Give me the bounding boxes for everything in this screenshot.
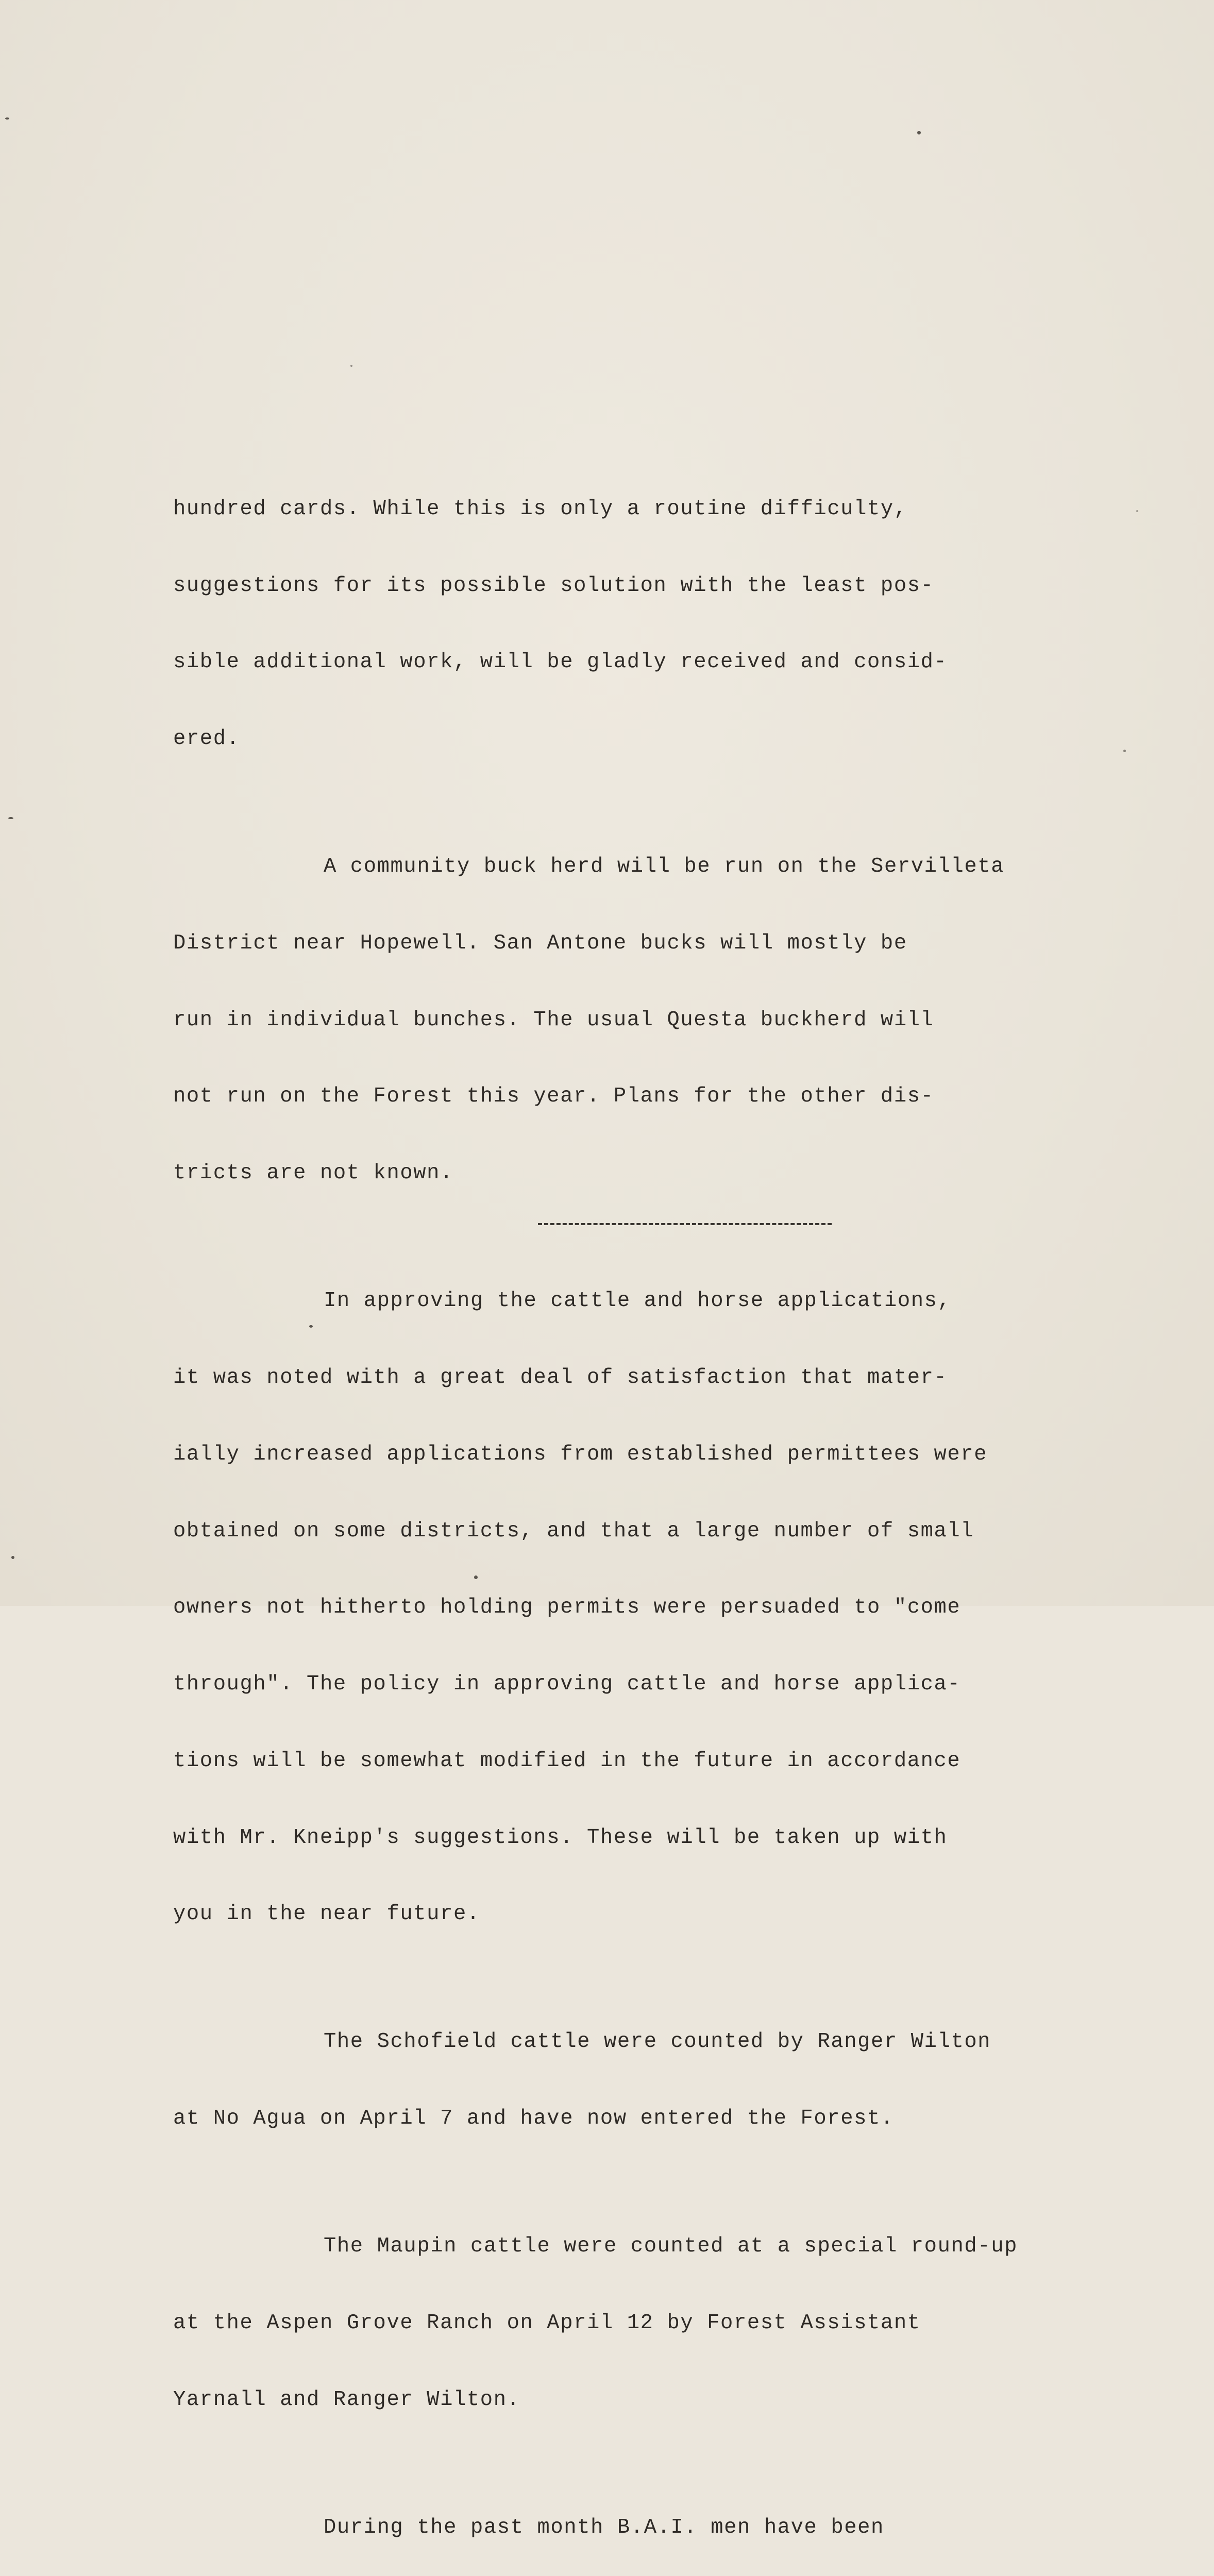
text-line-indented: The Schofield cattle were counted by Ranger Wilton bbox=[324, 2030, 991, 2054]
paper-speck bbox=[11, 1556, 14, 1559]
text-line: not run on the Forest this year. Plans for the other dis- bbox=[173, 1084, 934, 1109]
text-line: Yarnall and Ranger Wilton. bbox=[173, 2387, 520, 2412]
paper-speck bbox=[5, 117, 9, 120]
text-line: owners not hitherto holding permits were persuaded to "come bbox=[173, 1596, 961, 1620]
text-line: it was noted with a great deal of satisfaction that mater- bbox=[173, 1365, 948, 1389]
text-line: you in the near future. bbox=[173, 1902, 480, 1926]
text-line: with Mr. Kneipp's suggestions. These will be taken up with bbox=[173, 1825, 948, 1850]
text-line-indented: A community buck herd will be run on the Servilleta bbox=[324, 855, 1005, 879]
paper-speck bbox=[350, 365, 352, 367]
text-line: obtained on some districts, and that a large number of small bbox=[173, 1519, 974, 1543]
text-line: sible additional work, will be gladly received and consid- bbox=[173, 650, 948, 674]
text-line: suggestions for its possible solution with the least pos- bbox=[173, 573, 934, 598]
text-line: ered. bbox=[173, 727, 240, 751]
text-line: tions will be somewhat modified in the future in accordance bbox=[173, 1749, 961, 1773]
text-line-indented: In approving the cattle and horse applications, bbox=[324, 1289, 951, 1313]
text-line: District near Hopewell. San Antone bucks will mostly be bbox=[173, 931, 907, 955]
text-line-indented: The Maupin cattle were counted at a special round-up bbox=[324, 2234, 1018, 2259]
text-line-indented: During the past month B.A.I. men have been bbox=[324, 2515, 884, 2539]
paper-speck bbox=[917, 131, 921, 134]
paper-speck bbox=[8, 817, 13, 819]
typed-body-text bbox=[173, 420, 1152, 2576]
text-line: hundred cards. While this is only a routine difficulty, bbox=[173, 497, 907, 521]
text-line: at the Aspen Grove Ranch on April 12 by Forest Assistant bbox=[173, 2311, 921, 2335]
text-line: tricts are not known. bbox=[173, 1161, 453, 1185]
text-line: at No Agua on April 7 and have now entered the Forest. bbox=[173, 2107, 894, 2131]
text-line: through". The policy in approving cattle and horse applica- bbox=[173, 1672, 961, 1697]
text-line: ially increased applications from established permittees were bbox=[173, 1442, 988, 1466]
paper-speck bbox=[1123, 750, 1126, 752]
section-end-dashed-rule bbox=[538, 1223, 832, 1225]
text-line: run in individual bunches. The usual Questa buckherd will bbox=[173, 1008, 934, 1032]
paper-speck bbox=[474, 1575, 478, 1579]
paper-speck bbox=[309, 1325, 313, 1328]
paper-speck bbox=[1136, 510, 1138, 512]
